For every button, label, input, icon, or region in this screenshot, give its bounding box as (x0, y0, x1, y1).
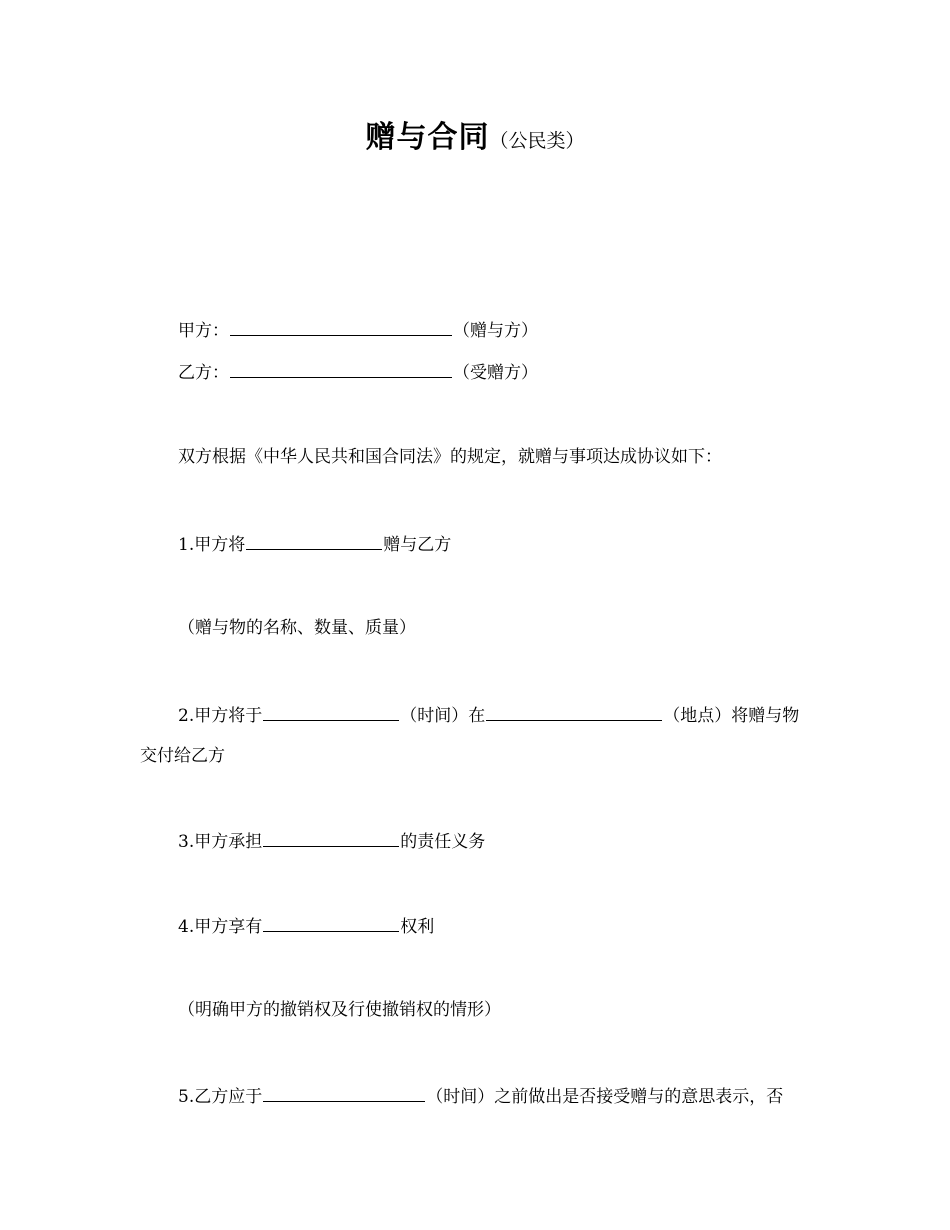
clause-5-suffix: （时间）之前做出是否接受赠与的意思表示，否 (426, 1087, 784, 1107)
clause-5 (178, 1084, 783, 1108)
party-b-line (178, 360, 538, 384)
clause-3-suffix: 的责任义务 (400, 832, 486, 852)
clause-1-note: （赠与物的名称、数量、质量） (178, 618, 416, 638)
clause-2 (178, 703, 799, 727)
clause-4-prefix: 4.甲方享有 (178, 917, 263, 937)
clause-1-suffix: 赠与乙方 (383, 535, 452, 555)
clause-3 (178, 829, 485, 853)
title-subtitle: （公民类） (489, 130, 585, 152)
intro-paragraph: 双方根据《中华人民共和国合同法》的规定，就赠与事项达成协议如下： (178, 447, 722, 467)
clause-4 (178, 914, 434, 938)
clause-2-prefix: 2.甲方将于 (178, 706, 263, 726)
title-main: 赠与合同 (365, 120, 490, 155)
clause-1-prefix: 1.甲方将 (178, 535, 246, 555)
party-b-role: （受赠方） (453, 363, 538, 383)
clause-5-prefix: 5.乙方应于 (178, 1087, 263, 1107)
clause-2-time-blank[interactable] (263, 703, 399, 721)
party-b-blank[interactable] (230, 360, 452, 378)
clause-5-time-blank[interactable] (263, 1084, 425, 1102)
clause-4-suffix: 权利 (400, 917, 435, 937)
party-a-role: （赠与方） (453, 321, 538, 341)
clause-1-gift-blank[interactable] (246, 532, 382, 550)
party-a-blank[interactable] (230, 318, 452, 336)
clause-2-place-label: （地点）将赠与物 (663, 706, 800, 726)
document-title (0, 112, 950, 156)
clause-4-note: （明确甲方的撤销权及行使撤销权的情形） (178, 1000, 501, 1020)
clause-3-prefix: 3.甲方承担 (178, 832, 263, 852)
clause-1 (178, 532, 451, 556)
clause-2-time-label: （时间）在 (400, 706, 486, 726)
clause-3-duty-blank[interactable] (263, 829, 399, 847)
party-b-label: 乙方： (178, 363, 229, 383)
party-a-label: 甲方： (178, 321, 229, 341)
clause-2-continuation: 交付给乙方 (140, 746, 225, 766)
clause-2-place-blank[interactable] (486, 703, 662, 721)
party-a-line (178, 318, 538, 342)
clause-4-right-blank[interactable] (263, 914, 399, 932)
